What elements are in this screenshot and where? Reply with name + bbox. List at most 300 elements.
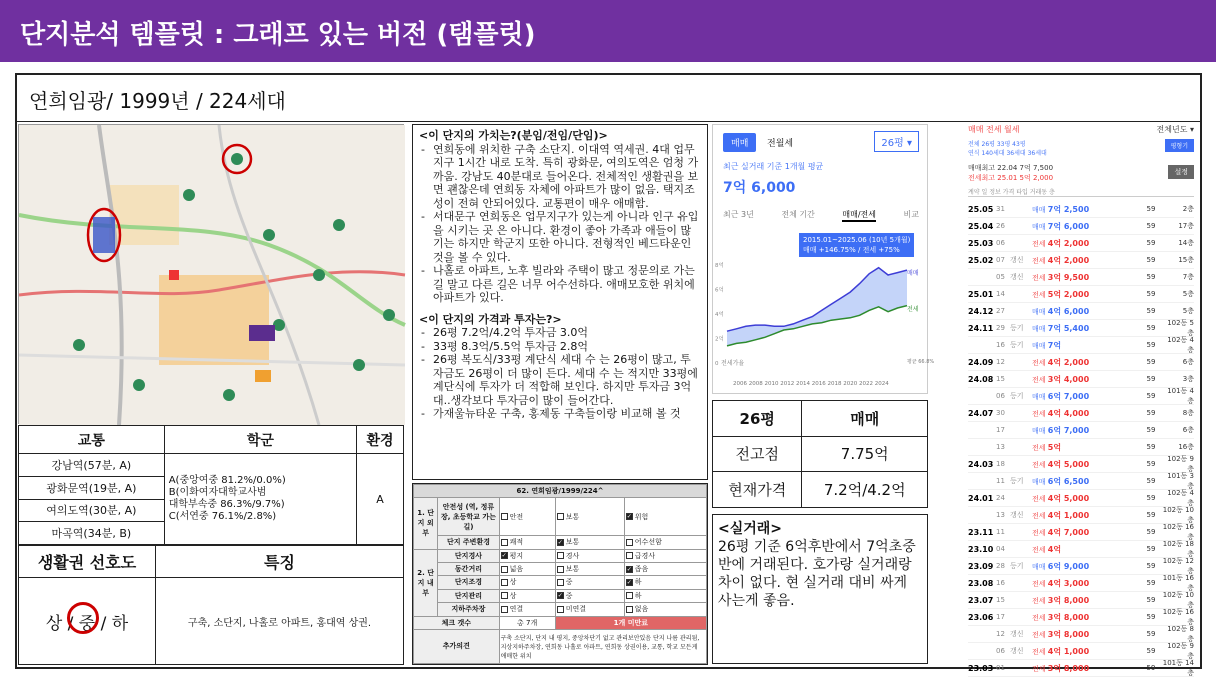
list-item[interactable] [968,660,1194,677]
checkbox-icon[interactable] [557,579,564,586]
check-option[interactable] [499,562,555,575]
row-price: 전세 4억 1,000 [1032,646,1090,656]
row-floor: 102동 5층 [1167,319,1194,337]
row-size: 59 [1146,392,1156,400]
list-item[interactable] [968,354,1194,371]
row-price: 매매 7억 2,500 [1032,204,1090,214]
row-date: 24.07 [968,408,994,418]
row-price: 전세 4억 5,000 [1032,493,1090,503]
checkbox-icon[interactable] [626,592,633,599]
option-label: 없음 [634,605,649,614]
y-tick-label: 2억 [715,336,724,343]
row-day: 24 [996,494,1005,502]
option-label: 안전 [509,512,524,521]
row-floor: 101동 3층 [1167,472,1194,490]
checkbox-icon[interactable] [557,566,564,573]
row-floor: 5층 [1182,290,1194,298]
types: 전체 26평 33평 43평 [968,141,1026,148]
row-size: 59 [1146,375,1156,383]
row-day: 27 [996,307,1005,315]
checklist [412,483,708,665]
option-label: 상 [509,578,517,587]
page-header [0,0,1216,62]
row-price: 매매 6억 9,000 [1032,561,1090,571]
row-day: 15 [996,596,1005,604]
row-price: 매매 6억 6,500 [1032,476,1090,486]
list-item[interactable] [968,235,1194,252]
list-item[interactable] [968,388,1194,405]
list-item[interactable] [968,320,1194,337]
analysis-text [412,124,708,480]
row-price: 매매 4억 6,000 [1032,306,1090,316]
checkbox-icon[interactable] [501,566,508,573]
row-floor: 101동 16층 [1162,574,1194,592]
row-tag: 등기 [1010,392,1024,400]
option-label: 급경사 [634,551,656,560]
x-axis-labels: 2006 2008 2010 2012 2014 2016 2018 2020 2022 2024 [733,381,889,387]
list-item[interactable] [968,456,1194,473]
period-all[interactable]: 전체 기간 [781,210,815,219]
checklist-row [414,589,707,602]
checkbox-icon[interactable]: ✓ [557,538,563,546]
volume-label: 전세가율 [721,360,745,367]
row-size: 59 [1146,222,1156,230]
row-price: 전세 3억 4,000 [1032,374,1090,384]
list-item[interactable] [968,218,1194,235]
y-tick-label: 4억 [715,312,724,319]
row-price: 전세 4억 4,000 [1032,408,1090,418]
row-size: 59 [1146,477,1156,485]
list-item[interactable] [968,201,1194,218]
row-date: 25.03 [968,238,994,248]
row-day: 01 [996,664,1005,672]
row-day: 17 [996,613,1005,621]
row-size: 59 [1146,443,1156,451]
current-value: 7.2억/4.2억 [802,472,928,508]
row-day: 12 [996,630,1005,638]
row-floor: 102동 9층 [1167,642,1194,660]
row-size: 59 [1146,664,1156,672]
rate-label: 평균 66.8% [907,359,935,365]
settings-button[interactable]: 설정 [1168,165,1194,179]
max-sale: 매매최고 22.04 7억 7,500 [968,164,1054,172]
option-label: 쾌적 [509,538,524,547]
row-price: 전세 4억 2,000 [1032,238,1090,248]
list-item[interactable] [968,473,1194,490]
period-compare[interactable]: 비교 [903,210,919,219]
list-item[interactable] [968,592,1194,609]
summary-size: 26평 [713,401,802,437]
check-option[interactable] [624,603,706,616]
feature-header: 특징 [156,546,404,578]
row-date: 23.06 [968,612,994,622]
list-item[interactable] [968,405,1194,422]
station-2: 광화문역(19분, A) [19,476,165,499]
tooltip-change: 매매 +146.75% / 전세 +75% [803,246,900,254]
value-item: - 나홀로 아파트, 노후 빌라와 주택이 많고 정문의로 가는 길 말고 다른 길은 너무 어수선하다. 애매모호한 위치에 아파트가 있다. [419,264,701,305]
row-size: 59 [1146,307,1156,315]
price-item: - 가재울뉴타운 구축, 홍제동 구축들이랑 비교해 볼 것 [419,407,701,421]
option-label: 위험 [634,512,649,521]
criteria-label: 동간거리 [438,562,499,575]
row-size: 59 [1146,613,1156,621]
check-option[interactable] [499,536,555,549]
period-sale-jeon[interactable]: 매매/전세 [842,209,876,222]
row-date: 23.09 [968,561,994,571]
deal-title: <실거래> [718,521,783,537]
criteria-label: 안전성 (역, 정류장, 초등학교 가는 길) [438,498,499,536]
checkbox-icon[interactable]: ✓ [501,552,507,560]
size-value: 26평 [881,138,904,149]
price-item: - 33평 8.3억/5.5억 투자금 2.8억 [419,340,701,354]
transport-table [18,425,404,545]
size-select[interactable]: 26평 ▾ [874,131,919,152]
lifestyle-header: 생활권 선호도 [19,546,156,578]
row-date: 24.08 [968,374,994,384]
summary-sale: 매매 [802,401,928,437]
option-label: 상 [509,591,517,600]
check-option[interactable] [624,589,706,602]
row-size: 59 [1146,426,1156,434]
row-size: 59 [1146,528,1156,536]
checklist-row [414,603,707,616]
price-item: - 26평 복도식/33평 계단식 세대 수 는 26평이 많고, 투자금도 26평이 더 많이 든다. 세대 수 는 적지만 33평에 계단식에 투자가 더 적합해 보인다. 하지만 투자금 3억대..생각보다 투자금이 많이 들어간다. [419,353,701,407]
compare-button[interactable]: 평형기 [1165,139,1194,152]
value-title: <이 단지의 가치는?(분임/전임/단임)> [419,129,608,142]
tooltip-period: 2015.01~2025.06 (10년 5개월) [803,236,911,244]
row-day: 14 [996,290,1005,298]
list-header [968,124,1194,135]
map-view[interactable] [18,124,404,424]
row-date: 23.11 [968,527,994,537]
station-3: 여의도역(30분, A) [19,499,165,522]
list-item[interactable] [968,337,1194,354]
checkbox-icon[interactable] [501,513,508,520]
check-option[interactable] [499,576,555,589]
list-item[interactable] [968,371,1194,388]
option-label: 중 [565,591,573,600]
checkbox-icon[interactable]: ✓ [557,592,563,600]
row-price: 전세 3억 9,500 [1032,272,1090,282]
school-b: B(이화여자대학교사범 [168,487,267,498]
list-item[interactable] [968,439,1194,456]
row-floor: 102동 10층 [1162,506,1194,524]
th-school: 학군 [164,426,356,454]
row-size: 59 [1146,511,1156,519]
school-b2: 대학부속중 86.3%/9.7%) [168,499,285,510]
year-select[interactable]: 전체년도 ▾ [1156,125,1194,134]
row-day: 31 [996,205,1005,213]
row-tag: 등기 [1010,562,1024,570]
row-size: 59 [1146,494,1156,502]
tab-sale[interactable]: 매매 [723,133,756,152]
row-size: 59 [1146,341,1156,349]
checkbox-icon[interactable]: ✓ [626,513,632,521]
row-size: 59 [1146,647,1156,655]
checklist-row [414,498,707,536]
checkbox-icon[interactable] [501,606,508,613]
checkbox-icon[interactable] [626,606,633,613]
list-item[interactable] [968,269,1194,286]
row-tag: 갱신 [1010,256,1024,264]
check-option[interactable] [624,498,706,536]
row-size: 59 [1146,562,1156,570]
deal-text: 26평 기준 6억후반에서 7억초중반에 거래된다. 호가랑 실거래랑 차이 없다. 현 실거래 대비 싸게 사는게 좋음. [718,539,916,609]
row-day: 15 [996,375,1005,383]
checkbox-icon[interactable] [626,552,633,559]
row-price: 매매 6억 7,000 [1032,391,1090,401]
row-floor: 7층 [1182,273,1194,281]
opinion-label: 추가의견 [414,629,500,663]
row-day: 12 [996,358,1005,366]
list-item[interactable] [968,286,1194,303]
row-tag: 등기 [1010,324,1024,332]
checkbox-icon[interactable] [557,606,564,613]
features-text: 구축, 소단지, 나홀로 아파트, 홍대역 상권. [156,578,404,665]
checkbox-icon[interactable]: ✓ [626,578,632,586]
station-1: 강남역(57분, A) [19,454,165,477]
list-rows [968,201,1194,677]
list-item[interactable] [968,575,1194,592]
row-floor: 102동 8층 [1167,625,1194,643]
deal-box [712,514,928,664]
peak-label: 전고점 [713,436,802,472]
row-date: 24.09 [968,357,994,367]
check-option[interactable] [624,536,706,549]
list-item[interactable] [968,524,1194,541]
row-date: 23.10 [968,544,994,554]
row-tag: 갱신 [1010,511,1024,519]
checkbox-icon[interactable]: ✓ [626,565,632,573]
option-label: 넓음 [509,565,524,574]
row-floor: 3층 [1182,375,1194,383]
row-floor: 5층 [1182,307,1194,315]
row-floor: 101동 14층 [1162,659,1194,677]
option-label: 보통 [565,512,580,521]
summary-table [712,400,928,508]
row-floor: 14층 [1178,239,1194,247]
env-cell: A [356,454,403,545]
row-day: 13 [996,443,1005,451]
period-3y[interactable]: 최근 3년 [723,210,754,219]
row-size: 59 [1146,358,1156,366]
row-price: 매매 7억 6,000 [1032,221,1090,231]
check-option[interactable] [555,536,624,549]
row-price: 전세 5억 [1032,442,1062,452]
price-item: - 26평 7.2억/4.2억 투자금 3.0억 [419,326,701,340]
row-floor: 102동 10층 [1162,591,1194,609]
row-date: 25.05 [968,204,994,214]
result-badge: 1개 미만료 [555,616,706,629]
check-option[interactable] [555,603,624,616]
page-title: 단지분석 템플릿 : 그래프 있는 버전 (탬플릿) [20,20,536,50]
list-item[interactable] [968,626,1194,643]
check-option[interactable] [624,562,706,575]
row-floor: 102동 12층 [1162,557,1194,575]
check-option[interactable] [499,549,555,562]
row-day: 26 [996,222,1005,230]
row-date: 23.07 [968,595,994,605]
list-item[interactable] [968,643,1194,660]
row-floor: 6층 [1182,358,1194,366]
row-day: 28 [996,562,1005,570]
option-label: 하 [634,591,642,600]
y-tick-label: 0 [715,361,719,367]
criteria-label: 단지경사 [438,549,499,562]
period-tabs [723,209,919,222]
row-floor: 102동 4층 [1167,489,1194,507]
option-label: 연결 [509,605,524,614]
checklist-table [413,484,707,664]
value-list [419,143,701,305]
list-item[interactable] [968,490,1194,507]
lifestyle-rating [19,578,156,665]
check-option[interactable] [555,562,624,575]
checkbox-icon[interactable] [557,513,564,520]
price-chart-panel [712,124,935,394]
check-option[interactable] [555,589,624,602]
row-date: 24.01 [968,493,994,503]
option-label: 어수선함 [634,538,662,547]
row-floor: 101동 4층 [1167,387,1194,405]
option-label: 좁음 [634,565,649,574]
checkbox-icon[interactable] [501,539,508,546]
option-label: 경사 [565,551,580,560]
row-price: 전세 4억 3,000 [1032,578,1090,588]
row-price: 전세 4억 [1032,544,1062,554]
row-tag: 갱신 [1010,630,1024,638]
checklist-title: 62. 연희임광/1999/224^ [414,485,707,498]
group-label: 1. 단지 외부 [414,498,438,549]
row-day: 17 [996,426,1005,434]
criteria-label: 단지 주변환경 [438,536,499,549]
check-option[interactable] [499,498,555,536]
checklist-row [414,576,707,589]
list-item[interactable] [968,609,1194,626]
lifestyle-table [18,545,404,665]
row-size: 59 [1146,545,1156,553]
avg-label: 최근 실거래 기준 1개월 평균 [723,162,824,171]
row-floor: 102동 4층 [1167,336,1194,354]
station-4: 마곡역(34분, B) [19,522,165,545]
option-label: 보통 [565,538,580,547]
row-day: 29 [996,324,1005,332]
list-item[interactable] [968,541,1194,558]
row-price: 전세 3억 8,000 [1032,629,1090,639]
row-size: 59 [1146,460,1156,468]
row-day: 06 [996,647,1005,655]
row-price: 매매 7억 5,400 [1032,323,1090,333]
list-item[interactable] [968,303,1194,320]
price-list [419,326,701,421]
max-row [968,163,1194,183]
row-size: 59 [1146,273,1156,281]
row-floor: 102동 16층 [1162,608,1194,626]
row-floor: 6층 [1182,426,1194,434]
checkbox-icon[interactable] [501,579,508,586]
divider [17,121,1200,122]
map-canvas [19,125,405,425]
row-day: 18 [996,460,1005,468]
list-item[interactable] [968,422,1194,439]
rating-circle [67,602,99,634]
row-price: 전세 4억 7,000 [1032,527,1090,537]
checkbox-icon[interactable] [501,592,508,599]
checkbox-icon[interactable] [557,552,564,559]
check-option[interactable] [555,549,624,562]
row-date: 25.01 [968,289,994,299]
checkbox-icon[interactable] [626,539,633,546]
check-option[interactable] [624,576,706,589]
row-floor: 17층 [1178,222,1194,230]
row-size: 59 [1146,579,1156,587]
check-option[interactable] [555,498,624,536]
list-item[interactable] [968,252,1194,269]
list-columns: 계약 일 정보 가격 타입 거래동 층 [968,187,1194,197]
line-chart [713,243,935,393]
check-option[interactable] [499,589,555,602]
row-date: 24.12 [968,306,994,316]
list-tabs[interactable]: 매매 전세 월세 [968,125,1020,134]
y-tick-label: 6억 [715,287,724,294]
row-tag: 등기 [1010,341,1024,349]
row-price: 매매 6억 7,000 [1032,425,1090,435]
row-date: 25.02 [968,255,994,265]
option-label: 하 [634,578,642,587]
group-label: 2. 단지 내부 [414,549,438,616]
opinion-text: 구축 소단지, 단지 내 평지, 중앙차단기 없고 관리보안있음 단지 나름 관리됨, 지상지하주차장, 연희동 나홀로 아파트, 연희동 상권이용, 교통, 학교 모든게 애매한 위치 [499,629,706,663]
row-day: 06 [996,239,1005,247]
type-row [968,139,1194,157]
school-c: C(서연중 76.1%/2.8%) [168,511,277,522]
row-tag: 등기 [1010,477,1024,485]
rating-text: 상 / 중 / 하 [45,613,129,634]
school-a: A(중앙여중 81.2%/0.0%) [168,475,286,486]
checklist-row [414,549,707,562]
option-label: 미연결 [565,605,586,614]
option-label: 보통 [565,565,580,574]
tab-rent[interactable]: 전월세 [767,139,794,149]
row-day: 04 [996,545,1005,553]
row-size: 59 [1146,596,1156,604]
row-date: 23.08 [968,578,994,588]
row-date: 25.04 [968,221,994,231]
row-floor: 16층 [1178,443,1194,451]
row-price: 전세 3억 8,000 [1032,663,1090,673]
row-floor: 15층 [1178,256,1194,264]
row-day: 06 [996,392,1005,400]
list-item[interactable] [968,558,1194,575]
list-item[interactable] [968,507,1194,524]
check-option[interactable] [624,549,706,562]
checklist-row [414,562,707,575]
row-tag: 갱신 [1010,273,1024,281]
row-floor: 8층 [1182,409,1194,417]
row-floor: 102동 18층 [1162,540,1194,558]
row-size: 59 [1146,630,1156,638]
row-size: 59 [1146,409,1156,417]
row-day: 13 [996,511,1005,519]
row-tag: 갱신 [1010,647,1024,655]
y-tick-label: 8억 [715,263,724,270]
criteria-label: 지하주차장 [438,603,499,616]
row-date: 24.03 [968,459,994,469]
count-value: 총 7개 [499,616,555,629]
check-option[interactable] [555,576,624,589]
row-size: 59 [1146,256,1156,264]
row-day: 05 [996,273,1005,281]
check-option[interactable] [499,603,555,616]
